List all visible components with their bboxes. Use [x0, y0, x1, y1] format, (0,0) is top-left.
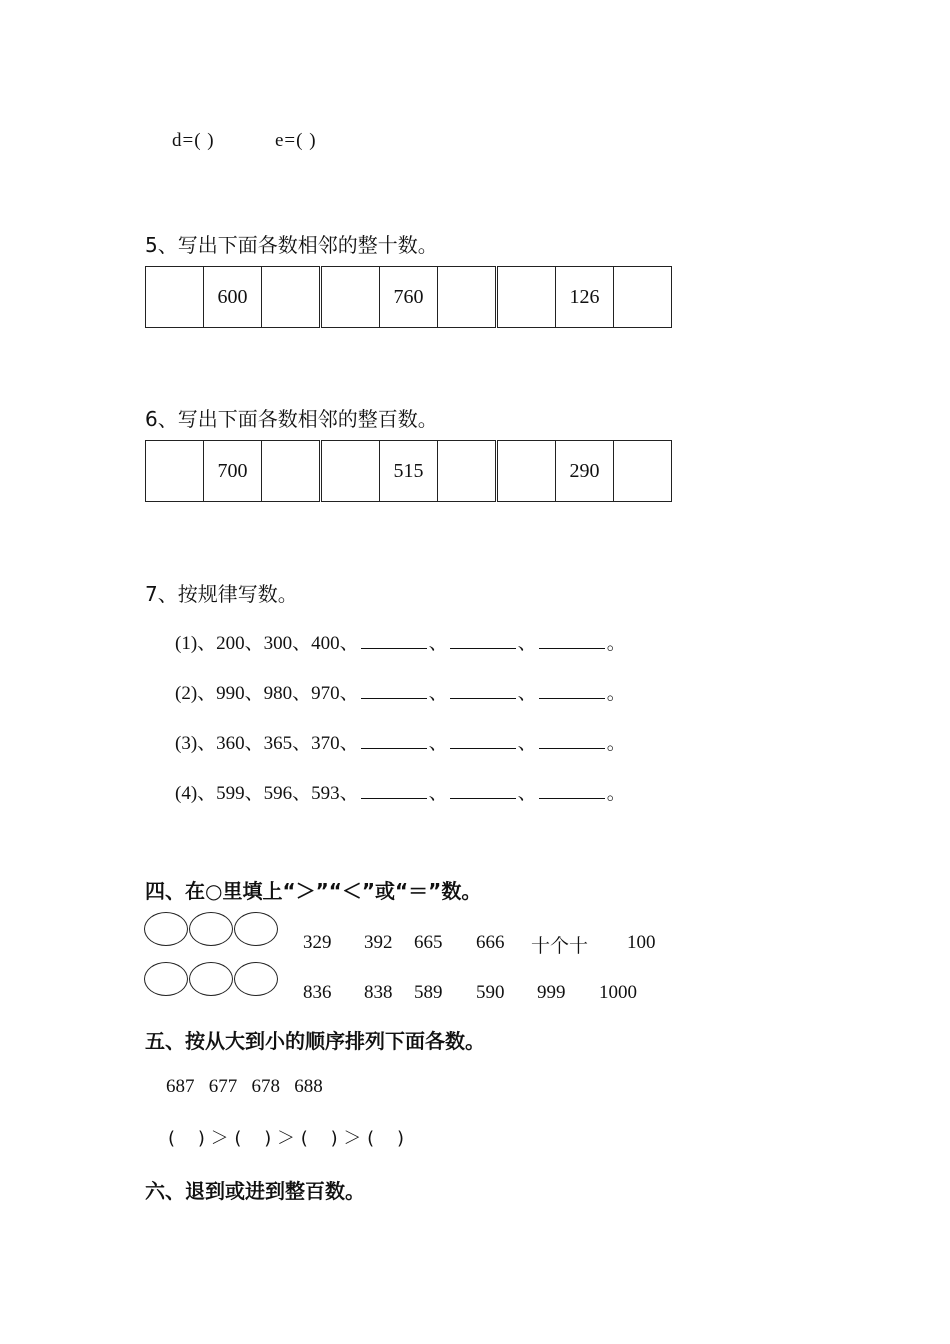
cmp-r2-a: 836 [303, 982, 332, 1003]
q7-row-label: (2)、990、980、970、 [175, 683, 359, 704]
compare-circle[interactable] [189, 962, 233, 996]
circle-row-2 [144, 962, 278, 996]
answer-blank[interactable] [361, 782, 427, 799]
q6-blank-2a[interactable] [321, 441, 380, 502]
cmp-r1-b: 392 [364, 932, 393, 953]
separator: 、 [428, 683, 448, 704]
cmp-r1-f: 100 [627, 932, 656, 953]
compare-circle[interactable] [234, 962, 278, 996]
q6-number-2: 515 [380, 441, 438, 502]
q5-blank-1a[interactable] [146, 267, 204, 328]
period: 。 [606, 783, 626, 804]
q5-number-3: 126 [556, 267, 614, 328]
compare-circle[interactable] [144, 962, 188, 996]
q7-row-label: (3)、360、365、370、 [175, 733, 359, 754]
period: 。 [606, 683, 626, 704]
q5-number-1: 600 [204, 267, 262, 328]
blank-d: d=( ) [172, 130, 215, 151]
answer-blank[interactable] [450, 732, 516, 749]
q7-row-label: (1)、200、300、400、 [175, 633, 359, 654]
q6-blank-1b[interactable] [262, 441, 321, 502]
answer-blank[interactable] [539, 732, 605, 749]
cmp-r1-c: 665 [414, 932, 443, 953]
answer-blank[interactable] [539, 632, 605, 649]
compare-circle[interactable] [234, 912, 278, 946]
q6-number-1: 700 [204, 441, 262, 502]
s6-title: 六、退到或进到整百数。 [145, 1179, 365, 1203]
blank-e: e=( ) [275, 130, 317, 151]
q5-blank-2a[interactable] [321, 267, 380, 328]
q5-blank-3b[interactable] [614, 267, 672, 328]
q7-row-2 [175, 678, 626, 705]
q5-blank-2b[interactable] [438, 267, 497, 328]
compare-circle[interactable] [189, 912, 233, 946]
separator: 、 [517, 783, 537, 804]
answer-blank[interactable] [450, 782, 516, 799]
q6-number-3: 290 [556, 441, 614, 502]
q7-row-4 [175, 778, 626, 805]
cmp-r2-c: 589 [414, 982, 443, 1003]
answer-blank[interactable] [539, 682, 605, 699]
cmp-r1-d: 666 [476, 932, 505, 953]
period: 。 [606, 633, 626, 654]
q7-title: 7、按规律写数。 [145, 582, 298, 606]
cmp-r2-d: 590 [476, 982, 505, 1003]
separator: 、 [517, 733, 537, 754]
separator: 、 [428, 633, 448, 654]
cmp-r1-a: 329 [303, 932, 332, 953]
s5-numbers: 687 677 678 688 [166, 1076, 323, 1097]
answer-blank[interactable] [361, 632, 427, 649]
cmp-r1-e: 十个十 [531, 935, 589, 957]
separator: 、 [517, 683, 537, 704]
q7-row-label: (4)、599、596、593、 [175, 783, 359, 804]
q6-blank-2b[interactable] [438, 441, 497, 502]
q5-table [145, 266, 672, 328]
s5-title: 五、按从大到小的顺序排列下面各数。 [145, 1029, 485, 1053]
q5-title: 5、写出下面各数相邻的整十数。 [145, 233, 438, 257]
answer-blank[interactable] [361, 732, 427, 749]
q6-blank-3b[interactable] [614, 441, 672, 502]
answer-blank[interactable] [450, 682, 516, 699]
s4-title: 四、在○里填上“＞”“＜”或“＝”数。 [145, 879, 482, 903]
cmp-r2-f: 1000 [599, 982, 637, 1003]
q5-blank-1b[interactable] [262, 267, 321, 328]
separator: 、 [428, 783, 448, 804]
cmp-r2-e: 999 [537, 982, 566, 1003]
answer-blank[interactable] [539, 782, 605, 799]
q5-blank-3a[interactable] [497, 267, 556, 328]
q7-row-3 [175, 728, 626, 755]
answer-blank[interactable] [361, 682, 427, 699]
answer-blank[interactable] [450, 632, 516, 649]
circle-row-1 [144, 912, 278, 946]
q7-row-1 [175, 628, 626, 655]
compare-circle[interactable] [144, 912, 188, 946]
separator: 、 [428, 733, 448, 754]
q5-number-2: 760 [380, 267, 438, 328]
q6-blank-1a[interactable] [146, 441, 204, 502]
s5-order-blanks[interactable]: ( ) ＞ ( ) ＞ ( ) ＞ ( ) [168, 1128, 405, 1149]
cmp-r2-b: 838 [364, 982, 393, 1003]
q6-table [145, 440, 672, 502]
q6-title: 6、写出下面各数相邻的整百数。 [145, 407, 438, 431]
separator: 、 [517, 633, 537, 654]
period: 。 [606, 733, 626, 754]
q6-blank-3a[interactable] [497, 441, 556, 502]
